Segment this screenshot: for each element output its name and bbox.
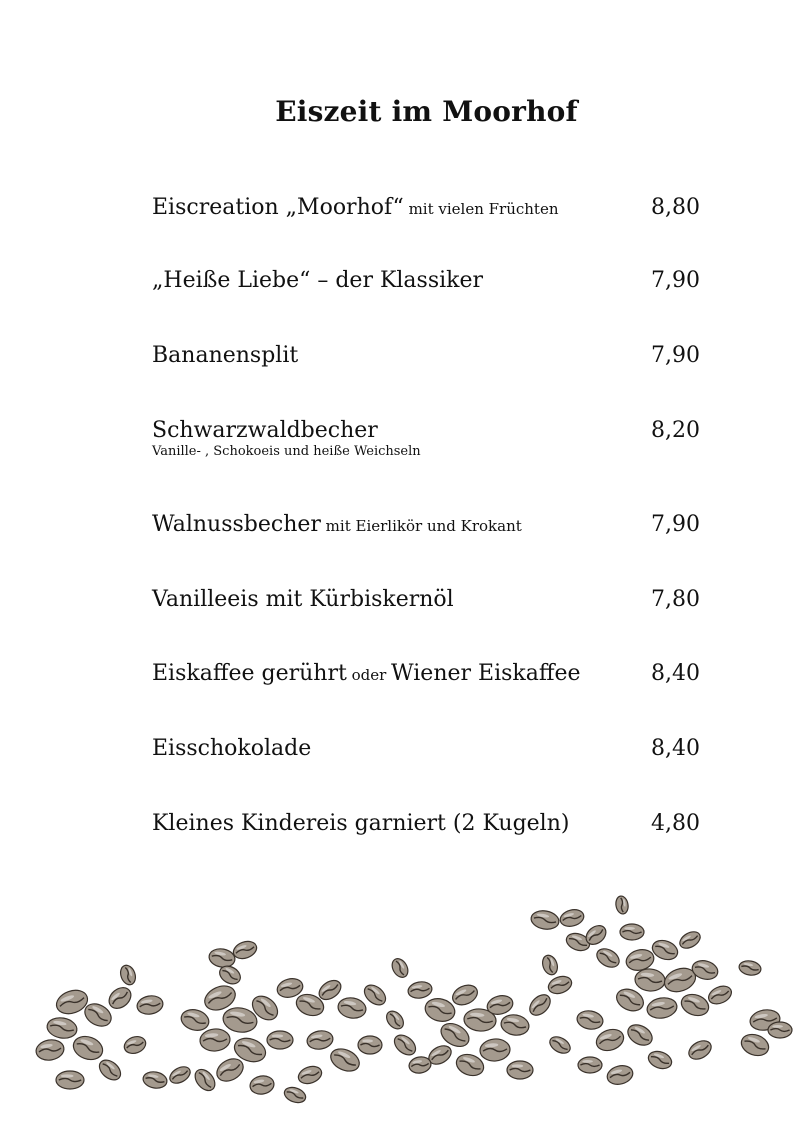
coffee-bean-icon bbox=[423, 995, 458, 1024]
coffee-bean-icon bbox=[122, 1034, 148, 1057]
menu-item-price: 8,40 bbox=[651, 661, 700, 686]
menu-item bbox=[152, 736, 700, 776]
coffee-bean-icon bbox=[738, 1031, 771, 1059]
menu-item-note: mit vielen Früchten bbox=[403, 200, 559, 218]
menu-item-price: 7,90 bbox=[651, 343, 700, 368]
coffee-bean-icon bbox=[208, 947, 237, 969]
menu-item-price: 4,80 bbox=[651, 811, 700, 836]
menu-item-title: Eisschokolade bbox=[152, 736, 312, 761]
menu-item-note: oder bbox=[346, 666, 392, 684]
coffee-bean-icon bbox=[296, 1063, 324, 1086]
coffee-bean-icon bbox=[530, 909, 561, 932]
coffee-bean-icon bbox=[389, 956, 411, 980]
coffee-bean-icon bbox=[634, 968, 666, 993]
coffee-bean-icon bbox=[547, 1033, 573, 1056]
menu-item-name bbox=[152, 343, 298, 368]
menu-item-price: 7,90 bbox=[651, 268, 700, 293]
coffee-bean-icon bbox=[383, 1008, 407, 1032]
coffee-bean-icon bbox=[118, 963, 138, 987]
menu-item-name bbox=[152, 418, 378, 443]
menu-item-title: Walnussbecher bbox=[152, 512, 321, 537]
coffee-bean-icon bbox=[105, 983, 135, 1012]
coffee-bean-icon bbox=[578, 1057, 602, 1073]
coffee-bean-icon bbox=[526, 991, 554, 1019]
coffee-bean-icon bbox=[407, 980, 433, 1000]
menu-item-title: Kleines Kindereis garniert (2 Kugeln) bbox=[152, 811, 570, 836]
menu-item bbox=[152, 512, 700, 552]
coffee-bean-icon bbox=[336, 996, 367, 1021]
menu-item-title: Schwarzwaldbecher bbox=[152, 418, 378, 443]
page-title: Eiszeit im Moorhof bbox=[275, 95, 578, 128]
menu-item-description: Vanille- , Schokoeis und heiße Weichseln bbox=[152, 444, 421, 459]
menu-item-price: 8,20 bbox=[651, 418, 700, 443]
coffee-bean-icon bbox=[34, 1038, 65, 1063]
menu-item-price: 7,90 bbox=[651, 512, 700, 537]
coffee-bean-icon bbox=[56, 1071, 84, 1089]
menu-item-price: 8,80 bbox=[651, 195, 700, 220]
coffee-bean-icon bbox=[768, 1022, 792, 1038]
menu-item bbox=[152, 587, 700, 627]
coffee-beans-illustration bbox=[0, 880, 793, 1122]
menu-item bbox=[152, 195, 700, 235]
coffee-bean-icon bbox=[645, 996, 678, 1021]
coffee-bean-icon bbox=[142, 1070, 168, 1090]
menu-item-price: 8,40 bbox=[651, 736, 700, 761]
menu-item bbox=[152, 811, 700, 851]
coffee-bean-icon bbox=[96, 1056, 125, 1084]
coffee-bean-icon bbox=[70, 1033, 106, 1064]
coffee-bean-icon bbox=[179, 1007, 211, 1034]
coffee-bean-icon bbox=[576, 1009, 605, 1031]
coffee-bean-icon bbox=[593, 1026, 626, 1054]
menu-item-title: Eiscreation „Moorhof“ bbox=[152, 195, 404, 220]
menu-item bbox=[152, 418, 700, 458]
coffee-bean-icon bbox=[199, 1028, 231, 1053]
coffee-bean-icon bbox=[507, 1061, 533, 1079]
coffee-bean-icon bbox=[546, 973, 574, 996]
coffee-bean-icon bbox=[677, 928, 703, 951]
coffee-bean-icon bbox=[706, 983, 735, 1008]
coffee-bean-icon bbox=[605, 1063, 635, 1087]
coffee-bean-icon bbox=[738, 959, 762, 977]
coffee-bean-icon bbox=[358, 1036, 382, 1054]
menu-item-name bbox=[152, 512, 522, 537]
menu-item-note: mit Eierlikör und Krokant bbox=[320, 517, 522, 535]
menu-item-title: „Heiße Liebe“ – der Klassiker bbox=[152, 268, 484, 293]
coffee-bean-icon bbox=[249, 1074, 276, 1096]
menu-item-name bbox=[152, 736, 311, 761]
coffee-bean-icon bbox=[306, 1029, 335, 1051]
menu-item-title: Bananensplit bbox=[152, 343, 299, 368]
menu-item-price: 7,80 bbox=[651, 587, 700, 612]
menu-item-title: Eiskaffee gerührt bbox=[152, 661, 347, 686]
coffee-bean-icon bbox=[449, 981, 480, 1008]
coffee-bean-icon bbox=[624, 1021, 656, 1050]
coffee-bean-icon bbox=[646, 1048, 674, 1071]
menu-item bbox=[152, 268, 700, 308]
menu-item-title: Vanilleeis mit Kürbiskernöl bbox=[152, 587, 454, 612]
coffee-bean-icon bbox=[167, 1063, 193, 1086]
menu-item-name bbox=[152, 811, 569, 836]
coffee-bean-icon bbox=[558, 907, 585, 929]
coffee-bean-icon bbox=[594, 945, 623, 971]
coffee-bean-icon bbox=[45, 1016, 78, 1041]
coffee-bean-icon bbox=[615, 895, 630, 915]
menu-item bbox=[152, 343, 700, 383]
menu-item-name bbox=[152, 195, 559, 220]
coffee-bean-icon bbox=[136, 994, 165, 1016]
menu-item-title-alt: Wiener Eiskaffee bbox=[391, 661, 581, 686]
coffee-bean-icon bbox=[540, 953, 560, 977]
coffee-bean-icon bbox=[620, 924, 644, 940]
coffee-bean-icon bbox=[191, 1066, 219, 1095]
coffee-bean-icon bbox=[267, 1031, 293, 1049]
coffee-bean-icon bbox=[479, 1038, 511, 1063]
coffee-bean-icon bbox=[678, 991, 711, 1019]
coffee-bean-icon bbox=[282, 1085, 307, 1106]
coffee-bean-icon bbox=[686, 1037, 715, 1063]
coffee-bean-icon bbox=[391, 1031, 420, 1059]
menu-item-name bbox=[152, 268, 483, 293]
menu-item bbox=[152, 661, 700, 701]
coffee-bean-icon bbox=[499, 1013, 530, 1038]
menu-item-name bbox=[152, 587, 454, 612]
coffee-bean-icon bbox=[327, 1045, 363, 1076]
coffee-bean-icon bbox=[213, 1054, 247, 1085]
menu-item-name bbox=[152, 661, 581, 686]
